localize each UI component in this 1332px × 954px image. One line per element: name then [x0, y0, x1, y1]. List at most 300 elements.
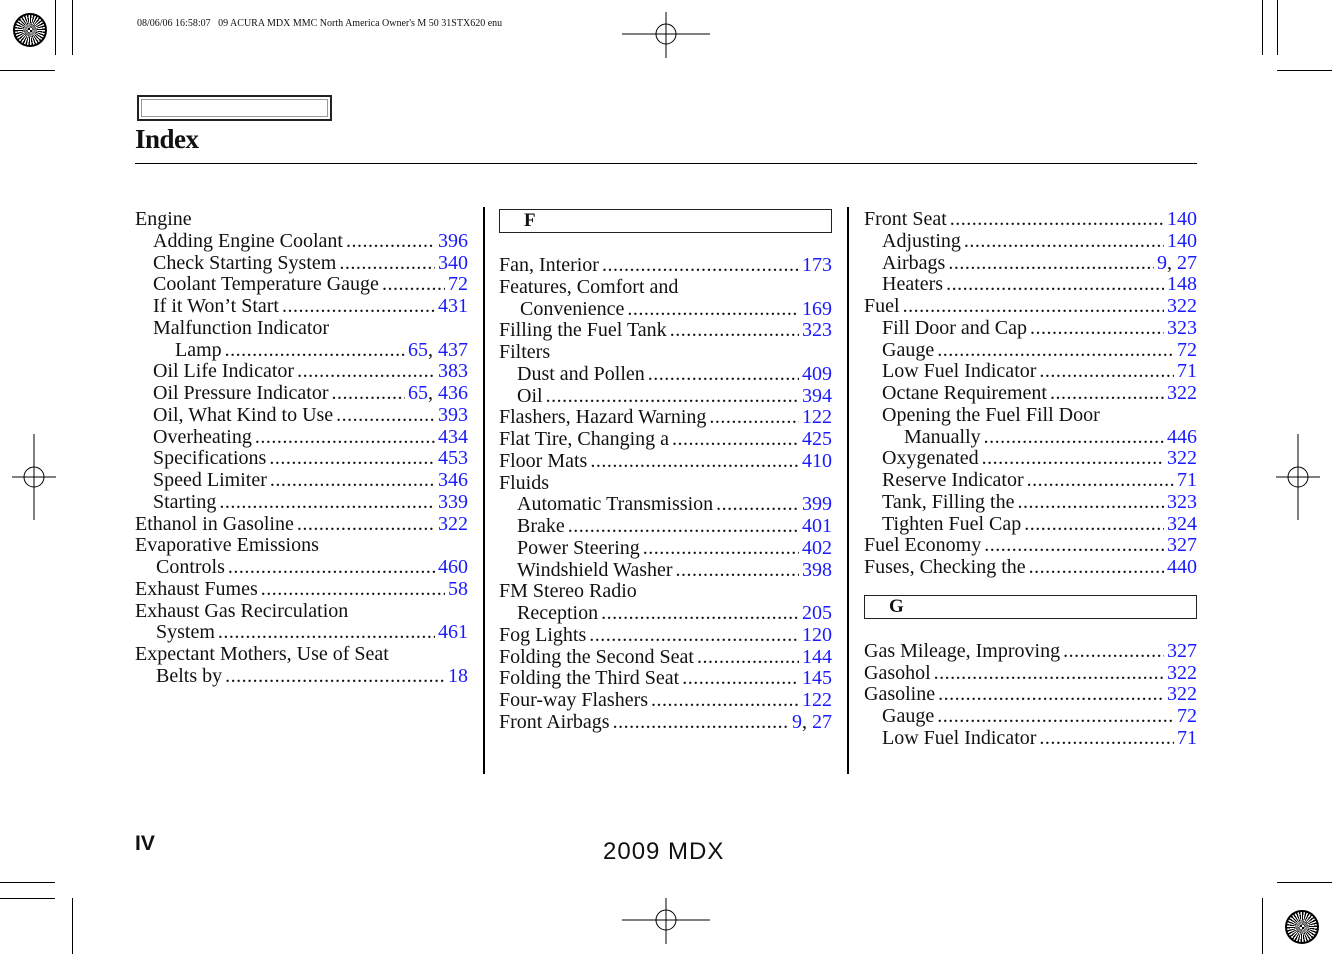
index-entry — [864, 448, 1197, 470]
dot-leader — [568, 516, 799, 538]
page-references — [438, 231, 468, 253]
page-link[interactable]: 71 — [1177, 726, 1197, 749]
index-entry — [864, 470, 1197, 492]
index-entry-text: Gasoline — [864, 683, 936, 706]
index-entry — [499, 342, 832, 364]
index-entry-text: Tank, Filling the — [882, 490, 1015, 513]
index-entry — [135, 209, 468, 231]
index-entry — [499, 255, 832, 277]
index-entry-text: Flashers, Hazard Warning — [499, 406, 707, 429]
index-entry-text: Gauge — [882, 705, 935, 727]
index-entry-text: Four-way Flashers — [499, 689, 649, 711]
page-references — [802, 538, 832, 560]
page-link[interactable]: 402 — [802, 536, 832, 559]
page-references — [1167, 535, 1197, 557]
page-link[interactable]: 140 — [1167, 229, 1197, 252]
page-references — [802, 451, 832, 473]
index-entry-text: Coolant Temperature Gauge — [153, 273, 379, 296]
page-link[interactable]: 323 — [1167, 316, 1197, 339]
page-references — [1167, 296, 1197, 318]
page-references — [802, 299, 832, 321]
index-entry — [135, 296, 468, 318]
page-link[interactable]: 18 — [448, 664, 468, 687]
page-link[interactable]: 58 — [448, 577, 468, 600]
index-entry-text: Tighten Fuel Cap — [882, 512, 1022, 535]
index-entry-text: Opening the Fuel Fill Door — [882, 403, 1100, 426]
page-references — [1167, 448, 1197, 470]
index-entry — [135, 535, 468, 557]
index-entry — [135, 470, 468, 492]
page-link[interactable]: 145 — [802, 667, 832, 690]
dot-leader — [218, 622, 435, 644]
index-entry-text: Windshield Washer — [517, 558, 673, 581]
crosshair-mark-bottom — [622, 898, 710, 944]
page-references — [1167, 557, 1197, 579]
page-references — [438, 470, 468, 492]
index-entry-text: Evaporative Emissions — [135, 534, 319, 557]
page-references — [802, 516, 832, 538]
index-entry-text: Starting — [153, 490, 217, 513]
page-link[interactable]: 144 — [802, 645, 832, 668]
dot-leader — [261, 579, 445, 601]
index-column-3 — [864, 209, 1197, 750]
dot-leader — [255, 427, 435, 449]
dot-leader — [219, 492, 435, 514]
dot-leader — [225, 340, 405, 362]
dot-leader — [948, 253, 1154, 275]
dot-leader — [643, 538, 799, 560]
page-link[interactable]: 205 — [802, 602, 832, 624]
index-entry-text: Controls — [156, 556, 225, 578]
page-references — [802, 386, 832, 408]
registration-mark-top-left — [13, 13, 47, 47]
page-link[interactable]: 401 — [802, 515, 832, 537]
dot-leader — [697, 647, 799, 669]
index-entry — [864, 361, 1197, 383]
index-entry — [864, 706, 1197, 728]
index-entry-text: Malfunction Indicator — [153, 316, 330, 339]
page-references — [438, 361, 468, 383]
index-entry — [135, 492, 468, 514]
index-entry-text: Convenience — [520, 297, 625, 320]
page-references — [802, 364, 832, 386]
page-references — [802, 625, 832, 647]
index-entry-text: Low Fuel Indicator — [882, 360, 1037, 383]
page-link[interactable]: 409 — [802, 362, 832, 385]
dot-leader — [601, 603, 799, 625]
index-entry-text: Folding the Second Seat — [499, 645, 694, 668]
index-entry — [135, 318, 468, 340]
print-info: 08/06/06 16:58:07 09 ACURA MDX MMC North America Owner's M 50 31STX620 enu — [137, 18, 503, 29]
index-entry — [499, 538, 832, 560]
index-entry-text: Check Starting System — [153, 251, 337, 274]
index-entry-text: Flat Tire, Changing a — [499, 428, 670, 450]
index-entry — [135, 644, 468, 666]
index-entry — [864, 514, 1197, 536]
dot-leader — [937, 340, 1174, 362]
page-link[interactable]: 72 — [1177, 338, 1197, 361]
dot-leader — [613, 712, 789, 734]
dot-leader — [332, 383, 405, 405]
dot-leader — [682, 668, 799, 690]
dot-leader — [709, 407, 799, 429]
page-references — [438, 427, 468, 449]
index-entry — [499, 603, 832, 625]
dot-leader — [903, 296, 1164, 318]
page-link[interactable]: 322 — [1167, 295, 1197, 317]
index-entry — [135, 361, 468, 383]
page-link[interactable]: 122 — [802, 689, 832, 711]
page-references — [1177, 706, 1197, 728]
page-references — [802, 647, 832, 669]
index-entry — [499, 473, 832, 495]
page-number: IV — [135, 832, 155, 855]
dot-leader — [546, 386, 799, 408]
page-link[interactable]: 324 — [1167, 512, 1197, 535]
index-entry — [864, 296, 1197, 318]
dot-leader — [648, 364, 799, 386]
index-entry-text: Fuses, Checking the — [864, 556, 1026, 578]
index-entry-text: Exhaust Gas Recirculation — [135, 599, 349, 622]
dot-leader — [336, 405, 435, 427]
dot-leader — [1030, 318, 1164, 340]
index-entry — [499, 690, 832, 712]
index-entry — [135, 383, 468, 405]
page-link[interactable]: 27 — [812, 710, 832, 733]
dot-leader — [382, 274, 445, 296]
dot-leader — [1063, 641, 1164, 663]
dot-leader — [282, 296, 435, 318]
page-link[interactable]: 446 — [1167, 425, 1197, 448]
index-entry — [499, 451, 832, 473]
column-divider — [483, 207, 485, 774]
dot-leader — [346, 231, 435, 253]
index-entry — [864, 405, 1197, 427]
index-entry — [864, 535, 1197, 557]
index-entry — [499, 407, 832, 429]
crop-mark — [72, 0, 73, 55]
index-entry-text: Dust and Pollen — [517, 362, 645, 385]
index-entry-text: Adding Engine Coolant — [153, 229, 343, 252]
index-entry — [864, 728, 1197, 750]
page-references — [438, 296, 468, 318]
index-column-1 — [135, 209, 468, 688]
dot-leader — [716, 494, 799, 516]
page-link[interactable]: 396 — [438, 229, 468, 252]
page-references — [1167, 684, 1197, 706]
index-entry-text: Reception — [517, 602, 599, 624]
index-entry — [499, 429, 832, 451]
page-references — [802, 494, 832, 516]
page-references — [1177, 470, 1197, 492]
page-references — [438, 405, 468, 427]
index-entry-text: Brake — [517, 515, 565, 537]
page-references — [438, 448, 468, 470]
page-link[interactable]: 65 — [408, 382, 428, 404]
page-references — [1167, 231, 1197, 253]
page-references: 9, 27 — [792, 710, 832, 733]
page-references — [1167, 514, 1197, 536]
index-entry-text: Expectant Mothers, Use of Seat — [135, 643, 389, 665]
dot-leader — [228, 557, 435, 579]
dot-leader — [1039, 728, 1174, 750]
index-entry — [864, 209, 1197, 231]
index-entry-text: Exhaust Fumes — [135, 577, 258, 600]
page-link[interactable]: 399 — [802, 493, 832, 516]
index-entry — [864, 253, 1197, 275]
page-link[interactable]: 65 — [408, 338, 428, 361]
index-entry — [135, 231, 468, 253]
dot-leader — [670, 320, 799, 342]
index-entry-text: Gauge — [882, 338, 935, 361]
page-link[interactable]: 431 — [438, 295, 468, 317]
section-tab-box — [137, 95, 332, 121]
index-entry — [864, 427, 1197, 449]
index-entry — [499, 647, 832, 669]
page-link[interactable]: 323 — [1167, 490, 1197, 513]
page-references — [802, 603, 832, 625]
index-entry-text: System — [156, 621, 215, 644]
page-link[interactable]: 120 — [802, 623, 832, 646]
index-entry-text: Filling the Fuel Tank — [499, 319, 667, 342]
dot-leader — [627, 299, 799, 321]
page-references: 9, 27 — [1157, 251, 1197, 274]
index-entry-text: Automatic Transmission — [517, 493, 714, 516]
index-entry — [135, 253, 468, 275]
index-entry-text: Fan, Interior — [499, 254, 599, 276]
page-link[interactable]: 437 — [438, 338, 468, 361]
index-entry-text: Low Fuel Indicator — [882, 726, 1037, 749]
page-link[interactable]: 440 — [1167, 556, 1197, 578]
index-entry-text: Oil Pressure Indicator — [153, 382, 329, 404]
dot-leader — [964, 231, 1164, 253]
page-references — [438, 514, 468, 536]
index-entry — [135, 666, 468, 688]
page-link[interactable]: 72 — [448, 273, 468, 296]
page-link[interactable]: 453 — [438, 447, 468, 470]
crop-mark — [1262, 0, 1263, 55]
page-link[interactable]: 173 — [802, 254, 832, 276]
dot-leader — [589, 625, 799, 647]
page-link[interactable]: 383 — [438, 360, 468, 383]
page-link[interactable]: 340 — [438, 251, 468, 274]
index-entry — [499, 560, 832, 582]
index-entry-text: Reserve Indicator — [882, 469, 1024, 491]
index-entry — [135, 405, 468, 427]
dot-leader — [269, 448, 435, 470]
index-entry-text: Oxygenated — [882, 447, 979, 470]
index-entry — [135, 340, 468, 362]
index-entry — [864, 383, 1197, 405]
index-column-2 — [499, 209, 832, 734]
index-entry-text: Fill Door and Cap — [882, 316, 1027, 339]
index-entry-text: Lamp — [175, 338, 222, 361]
index-entry — [135, 601, 468, 623]
page-link[interactable]: 393 — [438, 403, 468, 426]
page-references — [802, 690, 832, 712]
index-entry — [864, 231, 1197, 253]
page-references — [448, 666, 468, 688]
dot-leader — [984, 535, 1164, 557]
page-link[interactable]: 9 — [1157, 251, 1167, 274]
index-entry-text: Floor Mats — [499, 449, 588, 472]
index-entry-text: Folding the Third Seat — [499, 667, 680, 690]
index-entry — [864, 641, 1197, 663]
crosshair-mark-top — [622, 12, 710, 58]
index-entry — [499, 386, 832, 408]
dot-leader — [984, 427, 1164, 449]
page-link[interactable]: 322 — [1167, 661, 1197, 684]
page-references — [1167, 274, 1197, 296]
index-entry-text: Fluids — [499, 471, 550, 494]
dot-leader — [225, 666, 445, 688]
page-references — [1167, 427, 1197, 449]
page-references — [1167, 663, 1197, 685]
index-entry-text: Power Steering — [517, 536, 640, 559]
page-link[interactable]: 322 — [1167, 447, 1197, 470]
page-link[interactable]: 425 — [802, 428, 832, 450]
page-references — [802, 668, 832, 690]
page-link[interactable]: 71 — [1177, 360, 1197, 383]
dot-leader — [982, 448, 1164, 470]
page-references — [438, 557, 468, 579]
page-references — [802, 255, 832, 277]
index-entry — [135, 557, 468, 579]
index-entry — [499, 712, 832, 734]
page-references — [802, 407, 832, 429]
index-entry-text: Front Airbags — [499, 710, 610, 733]
page-references — [1177, 340, 1197, 362]
page-link[interactable]: 398 — [802, 558, 832, 581]
page-references — [438, 492, 468, 514]
index-entry — [864, 492, 1197, 514]
crop-mark — [0, 882, 55, 883]
page-link[interactable]: 394 — [802, 384, 832, 407]
page-link[interactable]: 71 — [1177, 469, 1197, 491]
page-link[interactable]: 327 — [1167, 639, 1197, 662]
page-link[interactable]: 322 — [1167, 382, 1197, 404]
page-link[interactable]: 339 — [438, 490, 468, 513]
page-title: Index — [135, 124, 199, 154]
page-link[interactable]: 140 — [1167, 208, 1197, 230]
page-references — [1177, 361, 1197, 383]
page-link[interactable]: 122 — [802, 406, 832, 429]
index-entry-text: Overheating — [153, 425, 252, 448]
page-link[interactable]: 9 — [792, 710, 802, 733]
page-references — [1167, 492, 1197, 514]
page-link[interactable]: 460 — [438, 556, 468, 578]
page-link[interactable]: 436 — [438, 382, 468, 404]
index-entry — [135, 448, 468, 470]
index-entry — [135, 622, 468, 644]
index-entry — [864, 557, 1197, 579]
page-link[interactable]: 322 — [438, 512, 468, 535]
page-link[interactable]: 72 — [1177, 705, 1197, 727]
dot-leader — [270, 470, 435, 492]
index-entry-text: Octane Requirement — [882, 382, 1047, 404]
dot-leader — [1017, 492, 1164, 514]
index-entry-text: Oil — [517, 384, 543, 407]
dot-leader — [1050, 383, 1164, 405]
index-entry-text: Gasohol — [864, 661, 931, 684]
index-entry-text: Ethanol in Gasoline — [135, 512, 294, 535]
page-link[interactable]: 327 — [1167, 534, 1197, 557]
crop-mark — [1277, 70, 1332, 71]
page-references — [802, 320, 832, 342]
index-entry — [135, 579, 468, 601]
index-entry-text: Fog Lights — [499, 623, 587, 646]
index-entry-text: Airbags — [882, 251, 946, 274]
index-entry-text: Gas Mileage, Improving — [864, 639, 1061, 662]
index-entry-text: Fuel Economy — [864, 534, 982, 557]
index-entry-text: Filters — [499, 341, 551, 363]
page-link[interactable]: 410 — [802, 449, 832, 472]
index-entry-text: Belts by — [156, 664, 223, 687]
page-link[interactable]: 461 — [438, 621, 468, 644]
section-letter-header: G — [864, 595, 1197, 619]
page-references — [802, 560, 832, 582]
index-entry — [135, 427, 468, 449]
dot-leader — [297, 514, 435, 536]
index-entry-text: Speed Limiter — [153, 469, 267, 491]
index-entry — [864, 274, 1197, 296]
crop-mark — [1277, 0, 1278, 55]
dot-leader — [672, 429, 799, 451]
dot-leader — [1024, 514, 1164, 536]
index-entry — [499, 364, 832, 386]
page-link[interactable]: 169 — [802, 297, 832, 320]
crop-mark — [1262, 898, 1263, 954]
index-entry — [864, 340, 1197, 362]
page-link[interactable]: 434 — [438, 425, 468, 448]
page-link[interactable]: 148 — [1167, 273, 1197, 296]
index-entry-text: Heaters — [882, 273, 944, 296]
index-entry — [135, 514, 468, 536]
index-entry-text: Features, Comfort and — [499, 275, 679, 298]
index-entry-text: Front Seat — [864, 208, 947, 230]
page-references — [1167, 318, 1197, 340]
crop-mark — [72, 898, 73, 954]
index-entry-text: Adjusting — [882, 229, 961, 252]
crop-mark — [55, 0, 56, 55]
page-link[interactable]: 27 — [1177, 251, 1197, 274]
index-entry — [499, 299, 832, 321]
dot-leader — [1029, 557, 1164, 579]
index-entry — [864, 684, 1197, 706]
dot-leader — [934, 663, 1164, 685]
page-references — [1167, 209, 1197, 231]
index-entry-text: FM Stereo Radio — [499, 580, 637, 603]
dot-leader — [938, 684, 1164, 706]
page-references — [802, 429, 832, 451]
dot-leader — [937, 706, 1174, 728]
dot-leader — [651, 690, 799, 712]
dot-leader — [297, 361, 435, 383]
index-entry — [864, 318, 1197, 340]
page-link[interactable]: 346 — [438, 469, 468, 491]
dot-leader — [950, 209, 1164, 231]
page-link[interactable]: 322 — [1167, 683, 1197, 706]
crosshair-mark-left — [12, 434, 56, 520]
dot-leader — [676, 560, 799, 582]
page-link[interactable]: 323 — [802, 319, 832, 342]
model-label: 2009 MDX — [603, 838, 725, 865]
index-entry — [499, 516, 832, 538]
page-references — [1167, 641, 1197, 663]
page-references — [1177, 728, 1197, 750]
page-references: 65, 437 — [408, 338, 468, 361]
dot-leader — [1039, 361, 1174, 383]
